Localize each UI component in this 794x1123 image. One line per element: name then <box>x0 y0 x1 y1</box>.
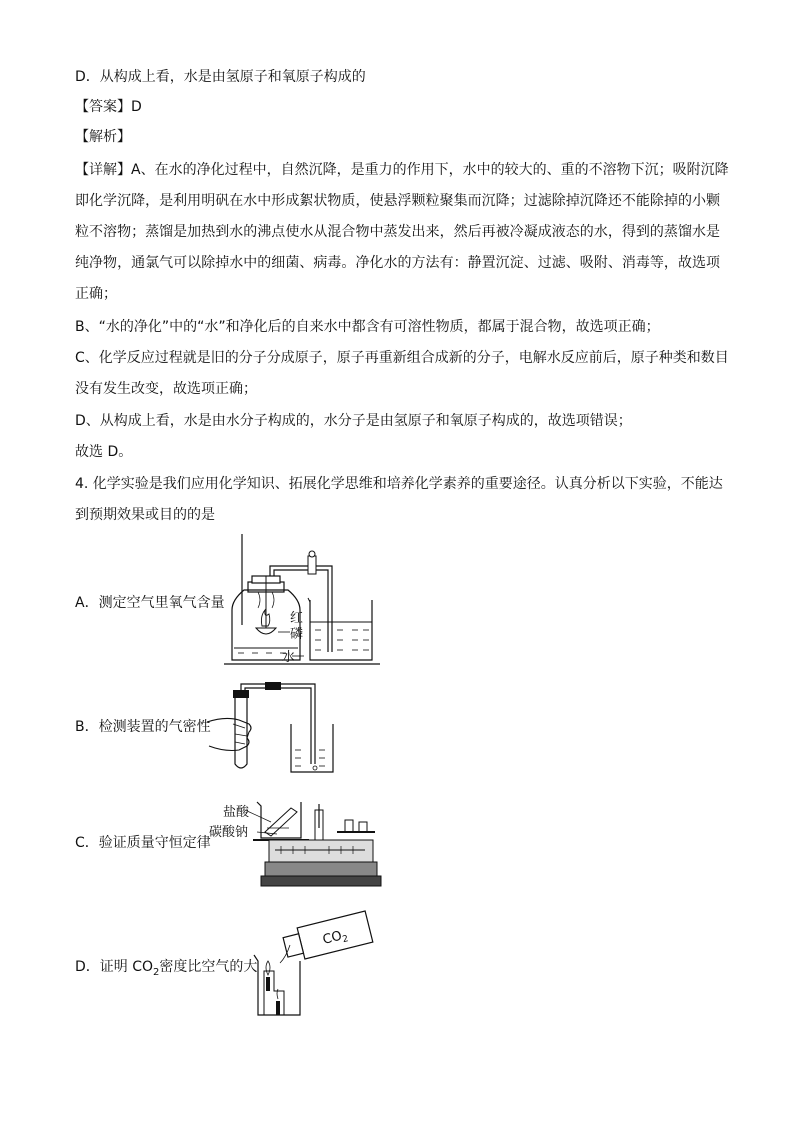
label-hydrochloric-acid: 盐酸 <box>223 805 250 820</box>
option-d-prefix: D．证明 CO <box>75 959 154 975</box>
detail-line-4: 纯净物，通氯气可以除掉水中的细菌、病毒。净化水的方法有：静置沉淀、过滤、吸附、消毒等，故选项 <box>75 255 720 271</box>
detail-line-2: 即化学沉降，是利用明矾在水中形成絮状物质，使悬浮颗粒聚集而沉降；过滤除掉沉降还不能除掉的小颗 <box>75 193 720 209</box>
figure-d-co2-density-apparatus <box>250 905 375 1020</box>
prev-option-d: D．从构成上看，水是由氢原子和氧原子构成的 <box>75 69 366 85</box>
label-phosphorus: 磷 <box>290 627 304 642</box>
option-a-label: A．测定空气里氧气含量 <box>75 595 225 611</box>
detail-line-7: C、化学反应过程就是旧的分子分成原子，原子再重新组合成新的分子，电解水反应前后，原子种类和数目 <box>75 350 729 366</box>
answer-row <box>75 98 142 116</box>
option-c-label: C．验证质量守恒定律 <box>75 835 211 851</box>
answer-label: 【答案】 <box>75 99 131 115</box>
detail-line-10: 故选 D。 <box>75 444 133 460</box>
figure-b-airtightness-apparatus <box>205 680 355 775</box>
detail-line-9: D、从构成上看，水是由水分子构成的，水分子是由氢原子和氧原子构成的，故选项错误； <box>75 413 632 429</box>
option-d-subscript: 2 <box>153 966 160 978</box>
question-line-2: 到预期效果或目的的是 <box>75 507 215 523</box>
option-d-label <box>75 958 257 982</box>
detail-line-3: 粒不溶物；蒸馏是加热到水的沸点使水从混合物中蒸发出来，然后再被冷凝成液态的水，得到的蒸馏水是 <box>75 224 720 240</box>
question-line-1: 4. 化学实验是我们应用化学知识、拓展化学思维和培养化学素养的重要途径。认真分析以下实验，不能达 <box>75 476 723 492</box>
detail-line-6: B、“水的净化”中的“水”和净化后的自来水中都含有可溶性物质，都属于混合物，故选项正确； <box>75 319 660 335</box>
option-d-suffix: 密度比空气的大 <box>159 959 258 975</box>
detail-line-8: 没有发生改变，故选项正确； <box>75 381 257 397</box>
answer-value: D <box>131 99 142 115</box>
label-sodium-carbonate: 碳酸钠 <box>209 825 249 840</box>
analysis-label: 【解析】 <box>75 129 131 145</box>
option-b-label: B．检测装置的气密性 <box>75 719 211 735</box>
label-water: 水 <box>282 650 296 665</box>
label-red: 红 <box>290 611 304 626</box>
detail-line-1: 【详解】A、在水的净化过程中，自然沉降，是重力的作用下，水中的较大的、重的不溶物下沉；吸附沉降 <box>75 162 729 178</box>
figure-a-oxygen-content-apparatus <box>222 530 382 670</box>
label-co2: $CO_2$ <box>321 928 350 948</box>
detail-line-5: 正确； <box>75 286 117 302</box>
figure-c-mass-conservation-apparatus <box>205 798 385 890</box>
